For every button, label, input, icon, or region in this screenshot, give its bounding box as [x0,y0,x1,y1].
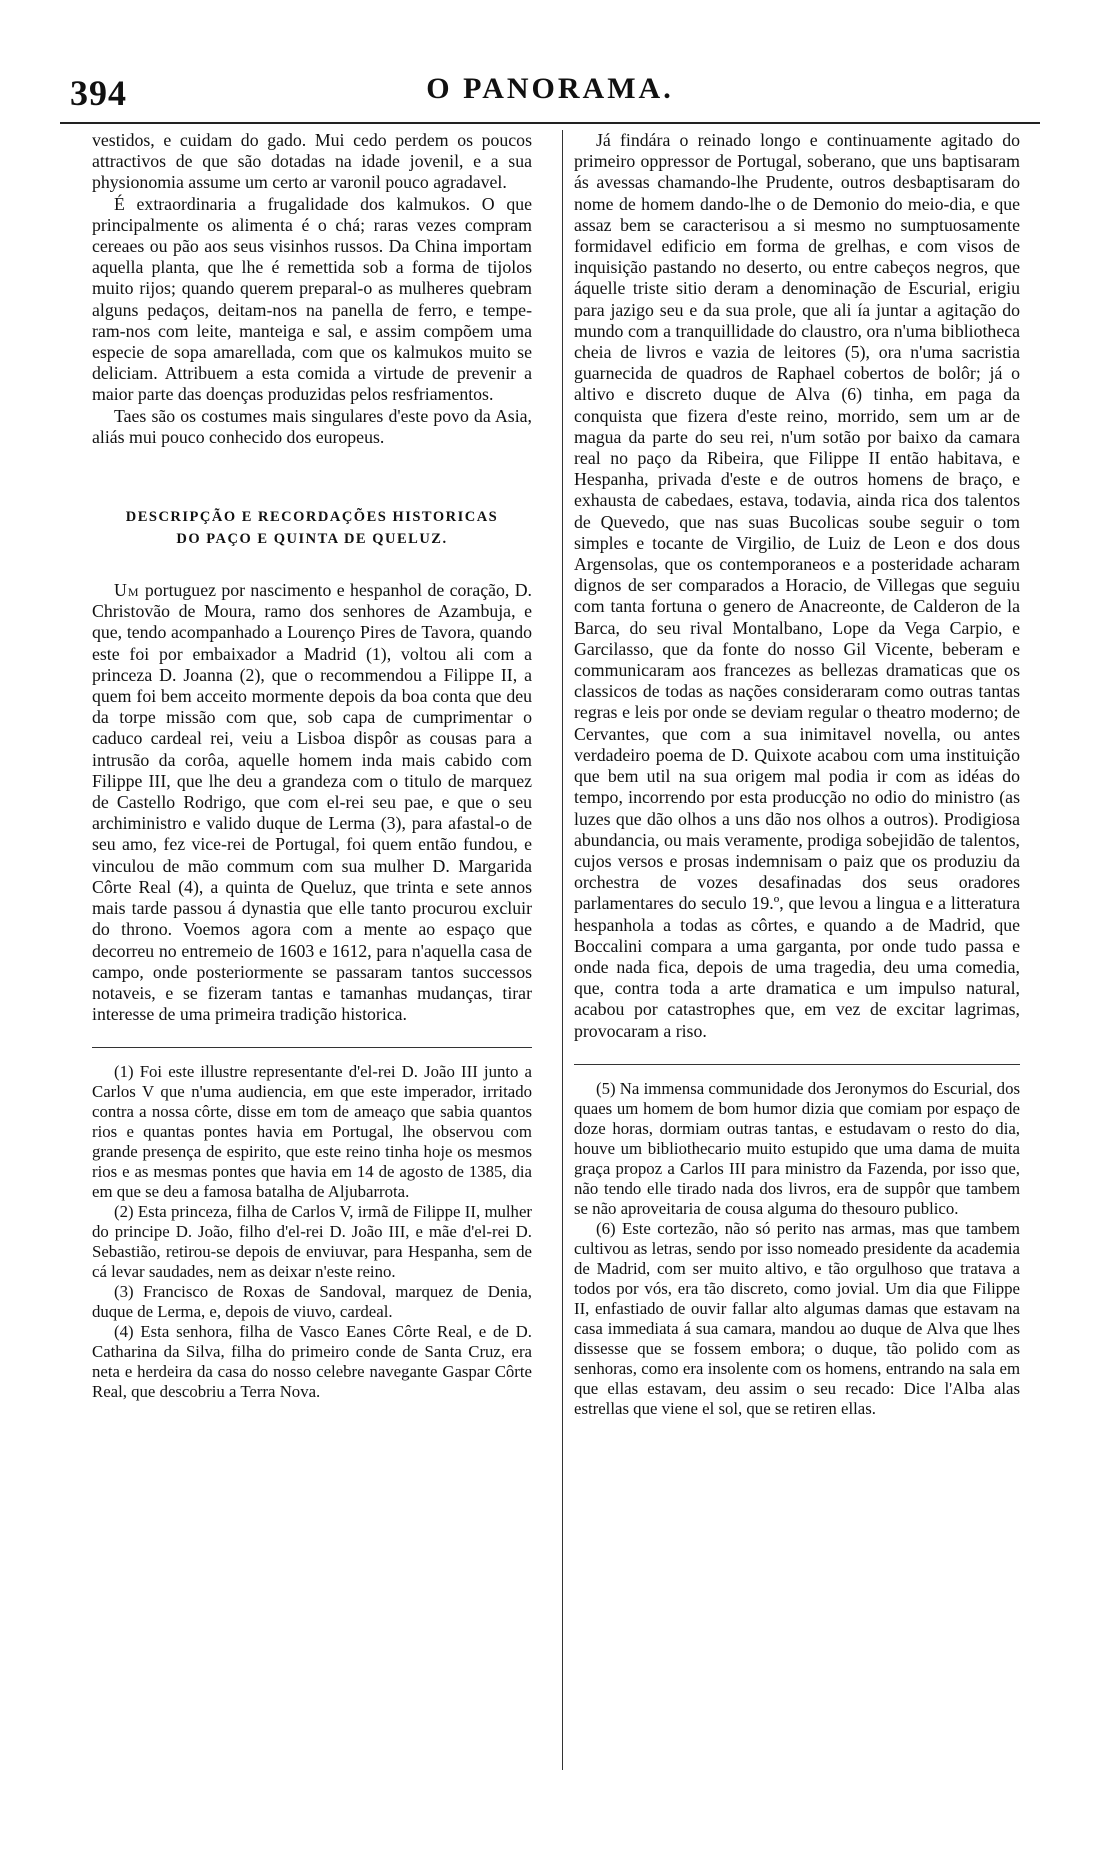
left-footnotes [92,1062,532,1402]
lead-paragraph [92,580,532,1025]
footnote-rule [92,1047,532,1048]
page-number: 394 [70,73,127,113]
paragraph: vestidos, e cuidam do gado. Mui cedo perdem os poucos attractivos de que são dotadas na idade jovenil, e a sua physionomia assume um certo ar varonil pouco agradavel. [92,130,532,193]
right-column [574,130,1020,1419]
paragraph: É extraordinaria a frugalidade dos kalmukos. O que principalmente os alimenta é o chá; raras vezes compram cereaes ou pão aos seus visinhos russos. Da China importam aquella planta, que lhe é remettida sob a forma de tijolos muito rijos; quando querem preparal-o as mulheres quebram alguns pedaços, deitam-nos na panella de ferro, e tempe- ram-nos com leite, manteiga e sal, e assim compõem uma especie de sopa amarellada, com que os kalmukos muito se deliciam. Attribuem a esta comida a virtude de prevenir a maior parte das doenças produzidas pelos resfriamentos. [92,193,532,405]
footnote: (5) Na immensa communidade dos Jeronymos do Escurial, dos quaes um homem de bom humor dizia que comiam por espaço de doze horas, dormiam outras tantas, e estudavam o resto do dia, houve um bibliothecario muito estupido que uma dama de muita graça propoz a Carlos III para ministro da Fazenda, por isso que, não tendo elle tirado nada dos livros, era de suppôr que tambem se não aproveitaria de cousa alguma do thesouro publico. [574,1078,1020,1218]
paragraph: Taes são os costumes mais singulares d'este povo da Asia, aliás mui pouco conhecido dos europeus. [92,405,532,447]
section-title [92,506,532,550]
footnote: (1) Foi este illustre representante d'el-rei D. João III junto a Carlos V que n'uma audiencia, em que este imperador, irritado contra a nossa côrte, disse em tom de ameaço que sabia quantos rios e quantas pontes havia em Portugal, lhe observou com grande presença de espirito, que este reino tinha hoje os mesmos rios e as mesmas pontes que havia em 14 de agosto de 1385, dia em que se deu a famosa batalha de Aljubarrota. [92,1062,532,1202]
lead-paragraph-text: portuguez por nascimento e hespanhol de coração, D. Christovão de Moura, ramo dos senhores de Azambuja, e que, tendo acompanhado a Lourenço Pires de Tavora, quando este foi por embaixador a Madrid (1), voltou ali com a princeza D. Joanna (2), que o recommendou a Filippe II, a quem foi bem acceito mormente depois da boa conta que deu da torpe missão com que, sob capa de cumprimentar o caduco cardeal rei, veiu a Lisboa dispôr as cousas para a intrusão da corôa, aquelle homem inda mais cabido com Filippe III, que lhe deu a grandeza com o titulo de marquez de Castello Rodrigo, que com el-rei seu pae, e que o seu archiministro e valido duque de Lerma (3), para afastal-o de seu amo, fez vice-rei de Portugal, foi quem então fundou, e vinculou de mão commum com sua mulher D. Margarida Côrte Real (4), a quinta de Queluz, que trinta e sete annos mais tarde passou á dynastia que elle tanto procurou excluir do throno. Voemos agora com a mente ao espaço que decorreu no entremeio de 1603 e 1612, para n'aquella casa de campo, onde posteriormente se passaram tantos successos notaveis, e se fizeram tantas e tamanhas mudanças, tirar interesse de uma primeira tradição historica. [92,580,532,1025]
page-header [60,72,1040,120]
header-rule [60,122,1040,124]
footnote: (4) Esta senhora, filha de Vasco Eanes Côrte Real, e de D. Catharina da Silva, filha do primeiro conde de Santa Cruz, era neta e herdeira da casa do nosso celebre navegante Gaspar Côrte Real, que descobriu a Terra Nova. [92,1322,532,1402]
column-divider [562,130,563,1770]
paragraph: Já findára o reinado longo e continuamente agitado do primeiro oppressor de Portugal, soberano, que uns baptisaram ás avessas chamando-lhe Prudente, outros desbaptisaram do nome de homem dando-lhe o de Demonio do meio-dia, e que assaz bem se caracterisou a si mesmo no sumptuosamente formidavel edificio em forma de grelhas, e com visos de inquisição pastando no deserto, ou entre cabeços negros, que áquelle triste sitio deram a denominação de Escurial, erigiu para jazigo seu e da sua prole, que ali ía juntar a agitação do mundo com a tranquillidade do claustro, ora n'uma bibliotheca cheia de livros e vazia de leitores (5), ora n'uma sacristia guarnecida de quadros de Raphael cobertos de bolôr; já o altivo e discreto duque de Alva (6) tinha, em paga da conquista que fizera d'este reino, morrido, sem um ar de magua da parte do seu rei, n'um sotão por baixo da camara real no paço da Ribeira, que Filippe II então habitava, e Hespanha, privada d'este e de outros homens de braço, e exhausta de cabedaes, estava, todavia, ainda rica dos talentos de Quevedo, que nas suas Bucolicas soube seguir o tom simples e tocante de Virgilio, de Luiz de Leon e dos dous Argensolas, que os contemporaneos e a posteridade acharam dignos de ser comparados a Horacio, de Villegas que seguiu com tanta fortuna o genero de Anacreonte, de Calderon de la Barca, do seu rival Montalbano, Lope da Vega Carpio, e Garcilasso, que da fonte do nosso Gil Vicente, beberam e communicaram aos francezes as bellezas dramaticas que os classicos de todas as nações consideraram como outras tantas regras e leis por onde se deviam regular o theatro moderno; de Cervantes, que com a sua inimitavel novella, ou antes verdadeiro poema de D. Quixote acabou com uma instituição que bem util na sua origem mal podia ir com as idéas do tempo, incorrendo por esta producção no odio do ministro (as luzes que dão olhos a uns dão nos olhos a outros). Prodigiosa abundancia, ou mais veramente, prodiga sobejidão de talentos, cujos versos e prosas indemnisam o paiz que os produziu da orchestra de vozes desafinadas dos seus oradores parlamentares do seculo 19.º, que levou a lingua e a litteratura hespanhola a todas as côrtes, e quando a de Madrid, que Boccalini compara a uma garganta, por onde tudo passa e onde nada fica, depois de uma tragedia, deu uma comedia, que, contra toda a arte dramatica e um impulso natural, acabou por catastrophes que, em vez de excitar lagrimas, provocaram a riso. [574,130,1020,1041]
footnote: (3) Francisco de Roxas de Sandoval, marquez de Denia, duque de Lerma, e, depois de viuvo, cardeal. [92,1282,532,1322]
footnote: (2) Esta princeza, filha de Carlos V, irmã de Filippe II, mulher do principe D. João, filho d'el-rei D. João III, e mãe d'el-rei D. Sebastião, retirou-se depois de enviuvar, para Hespanha, sem de cá levar saudades, nem as deixar n'este reino. [92,1202,532,1282]
section-title-line: DO PAÇO E QUINTA DE QUELUZ. [176,531,448,548]
running-title: O PANORAMA. [426,72,674,105]
right-footnotes [574,1079,1020,1419]
footnote: (6) Este cortezão, não só perito nas armas, mas que tambem cultivou as letras, sendo por isso nomeado presidente da academia de Madrid, com ser muito altivo, e tão orgulhoso que tratava a todos por vós, era tão discreto, como jovial. Um dia que Filippe II, enfastiado de ouvir fallar alto algumas damas que estavam na casa immediata á sua camara, mandou ao duque de Alva que lhes dissesse que se fossem embora; o duque, tão polido com as senhoras, como era insolente com os homens, entrando na sala em que ellas estavam, deu assim o seu recado: Dice l'Alba alas estrellas que viene el sol, que se retiren ellas. [574,1218,1020,1418]
section-title-line: DESCRIPÇÃO E RECORDAÇÕES HISTORICAS [125,509,499,526]
lead-word: Um [114,580,140,601]
left-column [92,130,532,1402]
footnote-rule [574,1064,1020,1065]
